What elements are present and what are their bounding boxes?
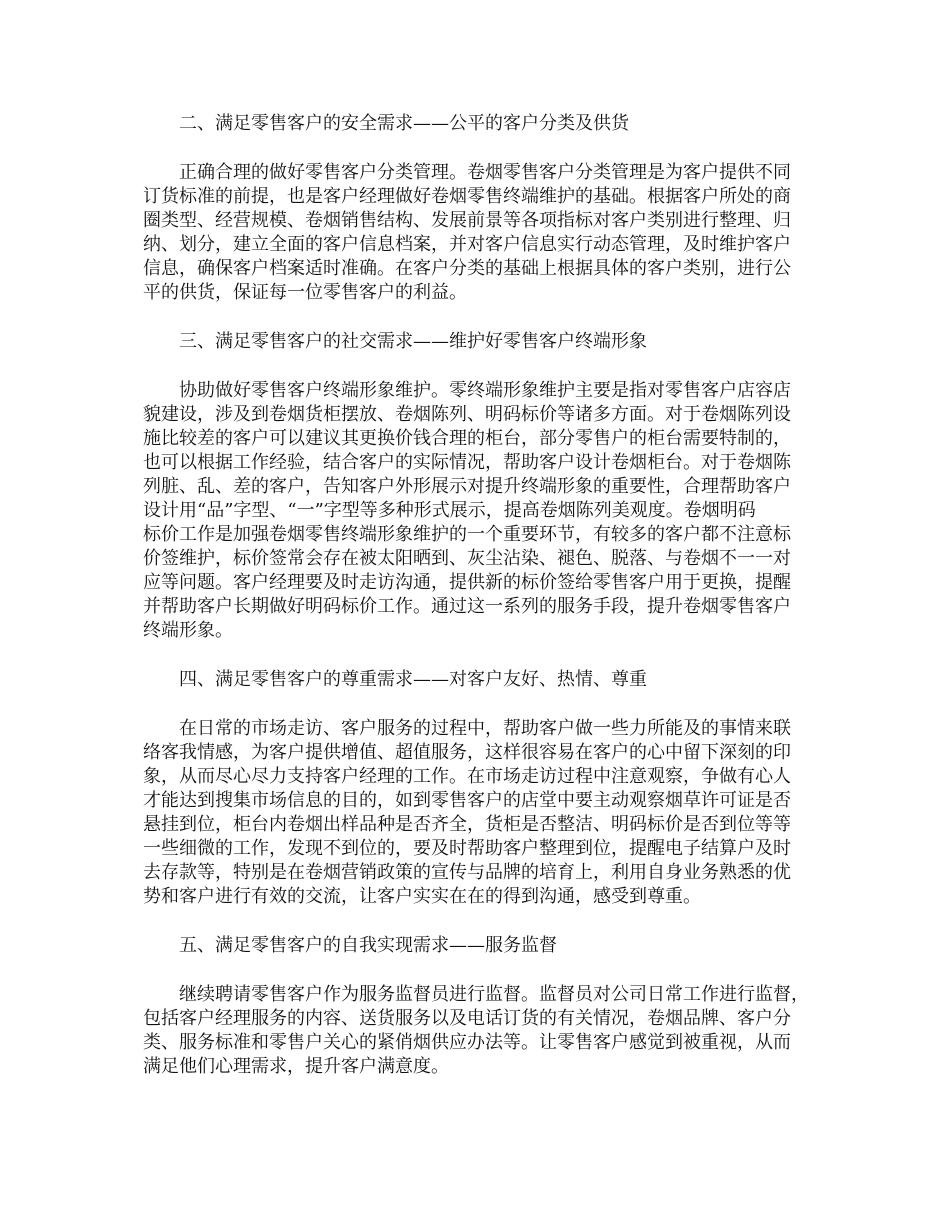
section-paragraph (143, 379, 813, 643)
section-heading: 三、满足零售客户的社交需求——维护好零售客户终端形象 (179, 331, 647, 352)
paragraph-line: 圈类型、经营规模、卷烟销售结构、发展前景等各项指标对客户类别进行整理、归 (143, 210, 791, 231)
paragraph-line: 平的供货，保证每一位零售客户的利益。 (143, 282, 467, 303)
paragraph-line: 继续聘请零售客户作为服务监督员进行监督。监督员对公司日常工作进行监督， (179, 984, 809, 1005)
paragraph-line: 并帮助客户长期做好明码标价工作。通过这一系列的服务手段，提升卷烟零售客户 (143, 596, 791, 617)
paragraph-line: 也可以根据工作经验，结合客户的实际情况，帮助客户设计卷烟柜台。对于卷烟陈 (143, 452, 791, 473)
paragraph-line: 设计用“品”字型、“一”字型等多种形式展示，提高卷烟陈列美观度。卷烟明码 (143, 500, 756, 521)
paragraph-line: 信息，确保客户档案适时准确。在客户分类的基础上根据具体的客户类别，进行公 (143, 258, 791, 279)
paragraph-line: 去存款等，特别是在卷烟营销政策的宣传与品牌的培育上，利用自身业务熟悉的优 (143, 862, 791, 883)
paragraph-line: 订货标准的前提，也是客户经理做好卷烟零售终端维护的基础。根据客户所处的商 (143, 186, 791, 207)
paragraph-line: 施比较差的客户可以建议其更换价钱合理的柜台，部分零售户的柜台需要特制的， (143, 428, 791, 449)
paragraph-line: 价签维护，标价签常会存在被太阳晒到、灰尘沾染、褪色、脱落、与卷烟不一一对 (143, 548, 791, 569)
paragraph-line: 正确合理的做好零售客户分类管理。卷烟零售客户分类管理是为客户提供不同 (179, 162, 791, 183)
paragraph-line: 象，从而尽心尽力支持客户经理的工作。在市场走访过程中注意观察，争做有心人 (143, 766, 791, 787)
section-paragraph (143, 983, 813, 1079)
section-heading: 二、满足零售客户的安全需求——公平的客户分类及供货 (179, 113, 629, 134)
section-heading: 五、满足零售客户的自我实现需求——服务监督 (179, 935, 557, 956)
paragraph-line: 列脏、乱、差的客户，告知客户外形展示对提升终端形象的重要性，合理帮助客户 (143, 476, 791, 497)
paragraph-line: 终端形象。 (143, 620, 233, 641)
paragraph-line: 势和客户进行有效的交流，让客户实实在在的得到沟通，感受到尊重。 (143, 886, 701, 907)
paragraph-line: 包括客户经理服务的内容、送货服务以及电话订货的有关情况，卷烟品牌、客户分 (143, 1008, 791, 1029)
paragraph-line: 才能达到搜集市场信息的目的，如到零售客户的店堂中要主动观察烟草许可证是否 (143, 790, 791, 811)
paragraph-line: 貌建设，涉及到卷烟货柜摆放、卷烟陈列、明码标价等诸多方面。对于卷烟陈列设 (143, 404, 791, 425)
section-paragraph (143, 717, 813, 909)
paragraph-line: 纳、划分，建立全面的客户信息档案，并对客户信息实行动态管理，及时维护客户 (143, 234, 791, 255)
paragraph-line: 应等问题。客户经理要及时走访沟通，提供新的标价签给零售客户用于更换，提醒 (143, 572, 791, 593)
paragraph-line: 悬挂到位，柜台内卷烟出样品种是否齐全，货柜是否整洁、明码标价是否到位等等 (143, 814, 791, 835)
document-page (143, 112, 813, 1104)
paragraph-line: 协助做好零售客户终端形象维护。零终端形象维护主要是指对零售客户店容店 (179, 380, 791, 401)
section-heading: 四、满足零售客户的尊重需求——对客户友好、热情、尊重 (179, 669, 647, 690)
paragraph-line: 类、服务标准和零售户关心的紧俏烟供应办法等。让零售客户感觉到被重视，从而 (143, 1032, 791, 1053)
paragraph-line: 在日常的市场走访、客户服务的过程中，帮助客户做一些力所能及的事情来联 (179, 718, 791, 739)
paragraph-line: 标价工作是加强卷烟零售终端形象维护的一个重要环节，有较多的客户都不注意标 (143, 524, 791, 545)
paragraph-line: 络客我情感，为客户提供增值、超值服务，这样很容易在客户的心中留下深刻的印 (143, 742, 791, 763)
paragraph-line: 一些细微的工作，发现不到位的，要及时帮助客户整理到位，提醒电子结算户及时 (143, 838, 791, 859)
paragraph-line: 满足他们心理需求，提升客户满意度。 (143, 1056, 449, 1077)
section-paragraph (143, 161, 813, 305)
